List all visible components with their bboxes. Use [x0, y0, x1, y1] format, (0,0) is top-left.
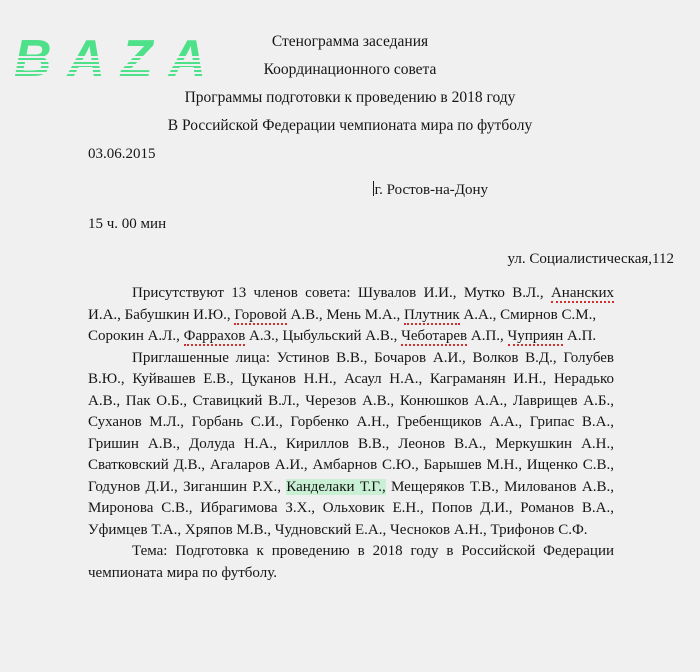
- header-line-3: Программы подготовки к проведению в 2018 году: [184, 89, 516, 106]
- meta-row-date-city: [0, 146, 700, 181]
- text-run: А.П.,: [467, 328, 508, 344]
- meeting-time: 15 ч. 00 мин: [88, 216, 167, 232]
- meeting-city: г. Ростов-на-Дону: [374, 182, 488, 198]
- meta-row-address: [0, 251, 700, 286]
- paragraph-invited: [88, 348, 614, 542]
- meta-row-time: [0, 216, 700, 251]
- topic-text: Подготовка к проведению в 2018 году в Российской Федерации чемпионата мира по футболу.: [88, 543, 614, 581]
- text-run: И.А., Бабушкин И.Ю.,: [88, 306, 235, 323]
- meeting-city-wrapper: [373, 181, 488, 199]
- spellcheck-word: Чуприян: [507, 328, 564, 344]
- invited-intro: Приглашенные лица:: [132, 349, 270, 366]
- spellcheck-word: Горовой: [234, 306, 287, 323]
- header-line-2: Координационного совета: [263, 61, 437, 78]
- text-run: А.П.: [563, 328, 597, 344]
- spellcheck-word: Фаррахов: [183, 328, 246, 344]
- text-run: Мещеряков Т.В., Милованов А.В., Миронова С.В., Ибрагимова З.Х., Ольховик Е.Н., Попов Д.И., Романов В.А., Уфимцев Т.А., Хряпов М.В., Чудновский Е.А., Чесноков А.Н., Трифонов С.Ф.: [88, 478, 614, 538]
- paragraph-attendees: [88, 283, 614, 326]
- spellcheck-word: Ананских: [550, 285, 614, 301]
- header-line-4: В Российской Федерации чемпионата мира по футболу: [167, 117, 533, 134]
- text-run: Шувалов И.И., Мутко В.Л.,: [350, 285, 551, 301]
- attendees-intro: Присутствуют 13 членов совета:: [132, 285, 351, 301]
- spellcheck-word: Чеботарев: [401, 328, 468, 344]
- invited-list: [88, 350, 614, 538]
- text-run: А.А., Смирнов С.М.,: [459, 306, 597, 323]
- document-meta: [0, 146, 700, 286]
- meeting-address: ул. Социалистическая,112: [507, 251, 674, 267]
- text-caret: [373, 181, 374, 196]
- paragraph-attendees-continued: [88, 326, 614, 348]
- meeting-date: 03.06.2015: [88, 146, 156, 162]
- text-run: Устинов В.В., Бочаров А.И., Волков В.Д., Голубев В.Ю., Куйвашев Е.В., Цуканов Н.Н., Асаул Н.А., Каграманян И.Н., Нерадько А.В., Пак О.Б., Ставицкий В.Л., Черезов А.В., Конюшков А.А., Лаврищев А.Б., Суханов М.Л., Горбань С.И., Горбенко А.Н., Гребенщиков А.А., Грипас В.А., Гришин А.В., Долуда Н.А., Кириллов В.В., Леонов В.А., Меркушкин А.Н., Сватковский Д.В., Агаларов А.И., Амбарнов С.Ю., Барышев М.Н., Ищенко С.В., Годунов Д.И., Зиганшин Р.Х.,: [88, 349, 614, 495]
- text-run: А.В., Мень М.А.,: [286, 306, 404, 323]
- spellcheck-word: Плутник: [403, 306, 460, 323]
- document-header: [0, 28, 700, 140]
- topic-intro: Тема:: [132, 543, 168, 559]
- highlighted-text: Канделаки Т.Г.,: [286, 478, 386, 495]
- text-run: А.З., Цыбульский А.В.,: [245, 328, 402, 344]
- document-body: [88, 283, 614, 584]
- text-run: Сорокин А.Л.,: [88, 328, 184, 344]
- meta-row-city: [0, 181, 700, 216]
- header-line-1: Стенограмма заседания: [271, 33, 429, 50]
- paragraph-topic: [88, 541, 614, 584]
- attendees-list-part2: [88, 328, 596, 346]
